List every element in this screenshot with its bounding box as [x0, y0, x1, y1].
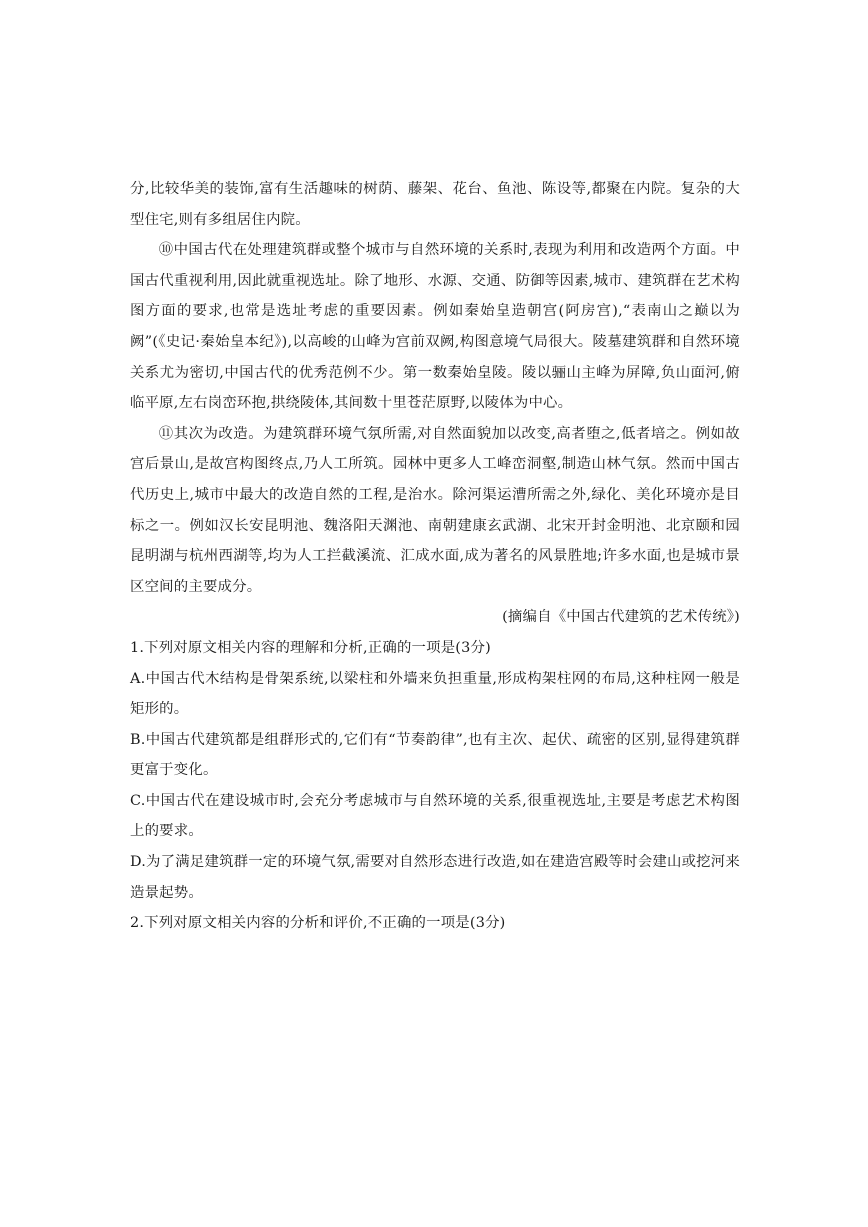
question-1-stem: 1.下列对原文相关内容的理解和分析,正确的一项是(3分) [130, 639, 491, 656]
paragraph-continued: 分,比较华美的装饰,富有生活趣味的树荫、藤架、花台、鱼池、陈设等,都聚在内院。复杂的大型住宅,则有多组居住内院。 [130, 181, 740, 228]
question-1-option-a: A.中国古代木结构是骨架系统,以梁柱和外墙来负担重量,形成构架柱网的布局,这种柱网一般是矩形的。 [130, 670, 740, 718]
question-2-stem: 2.下列对原文相关内容的分析和评价,不正确的一项是(3分) [130, 915, 506, 932]
question-1-option-b: B.中国古代建筑都是组群形式的,它们有“节奏韵律”,也有主次、起伏、疏密的区别,显得建筑群更富于变化。 [130, 731, 740, 779]
source-citation: (摘编自《中国古代建筑的艺术传统》) [502, 609, 740, 626]
paragraph-11: ⑪其次为改造。为建筑群环境气氛所需,对自然面貌加以改变,高者堕之,低者培之。例如故宫后景山,是故宫构图终点,乃人工所筑。园林中更多人工峰峦洞壑,制造山林气氛。然而中国古代历史上,城市中最大的改造自然的工程,是治水。除河渠运漕所需之外,绿化、美化环境亦是目标之一。例如汉长安昆明池、魏洛阳天渊池、南朝建康玄武湖、北宋开封金明池、北京颐和园昆明湖与杭州西湖等,均为人工拦截溪流、汇成水面,成为著名的风景胜地;许多水面,也是城市景区空间的主要成分。 [130, 425, 740, 595]
question-1-option-d: D.为了满足建筑群一定的环境气氛,需要对自然形态进行改造,如在建造宫殿等时会建山或挖河来造景起势。 [130, 854, 740, 901]
question-1-option-c: C.中国古代在建设城市时,会充分考虑城市与自然环境的关系,很重视选址,主要是考虑艺术构图上的要求。 [130, 792, 740, 840]
document-body [130, 174, 740, 939]
question-2 [130, 908, 740, 939]
paragraph-10: ⑩中国古代在处理建筑群或整个城市与自然环境的关系时,表现为利用和改造两个方面。中国古代重视利用,因此就重视选址。除了地形、水源、交通、防御等因素,城市、建筑群在艺术构图方面的要求,也常是选址考虑的重要因素。例如秦始皇造朝宫(阿房宫),“表南山之巅以为阙”(《史记·秦始皇本纪》),以高峻的山峰为宫前双阙,构图意境气局很大。陵墓建筑群和自然环境关系尤为密切,中国古代的优秀范例不少。第一数秦始皇陵。陵以骊山主峰为屏障,负山面河,俯临平原,左右岗峦环抱,拱绕陵体,其间数十里苍茫原野,以陵体为中心。 [130, 242, 740, 412]
question-1 [130, 633, 740, 908]
